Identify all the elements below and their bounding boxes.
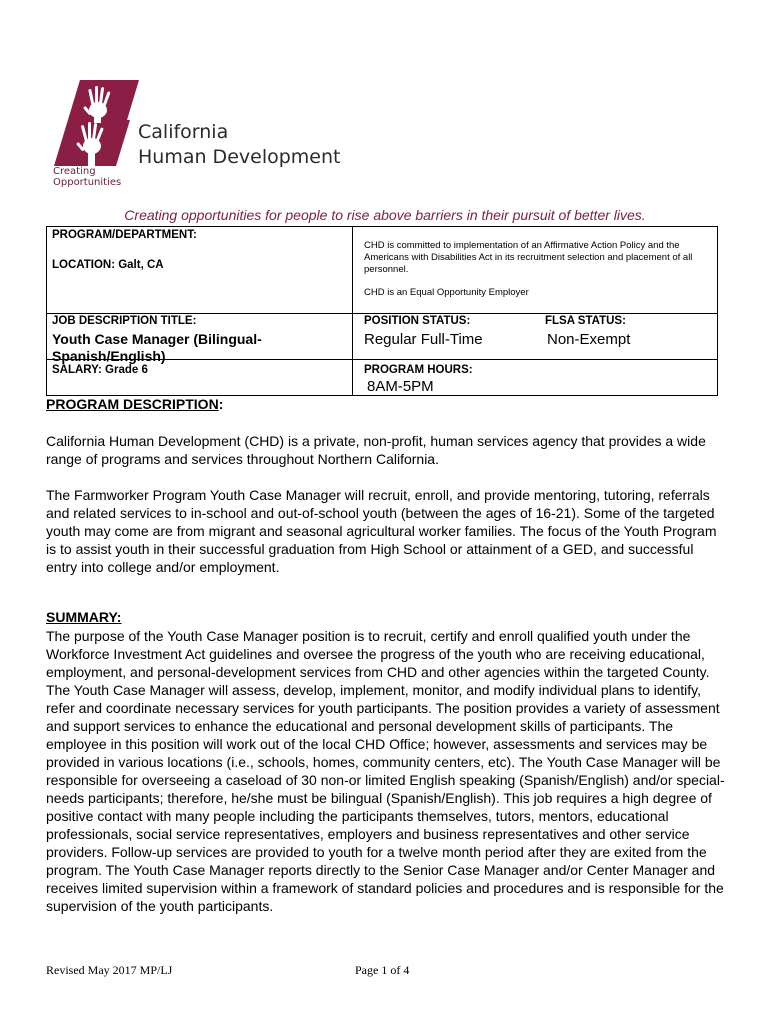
program-hours-label: PROGRAM HOURS: (364, 364, 473, 376)
mission-tagline: Creating opportunities for people to rise above barriers in their pursuit of better lives. (124, 207, 646, 223)
summary-heading: SUMMARY: (46, 609, 122, 625)
salary-label: SALARY: Grade 6 (52, 364, 148, 376)
program-description-paragraph-1: California Human Development (CHD) is a private, non-profit, human services agency that provides a wide range of programs and services throughout Northern California. (46, 433, 706, 467)
position-status-value: Regular Full-Time (364, 331, 483, 348)
job-title-label: JOB DESCRIPTION TITLE: (52, 315, 197, 327)
program-description-heading-text: PROGRAM DESCRIPTION (46, 396, 219, 412)
program-description-heading-colon: : (218, 396, 224, 412)
table-divider (352, 227, 353, 395)
program-hours-value: 8AM-5PM (367, 378, 434, 395)
job-info-table (46, 226, 718, 396)
logo-tagline (53, 166, 121, 188)
affirmative-action-statement: CHD is committed to implementation of an Affirmative Action Policy and the Americans with Disabilities Act in its recruitment selection and placement of all personnel. (364, 240, 693, 275)
logo-tag-line1: Creating (53, 166, 96, 177)
flsa-status-value: Non-Exempt (547, 331, 631, 348)
flsa-status-label: FLSA STATUS: (545, 315, 626, 327)
program-department-label: PROGRAM/DEPARTMENT: (52, 229, 197, 241)
job-title-value: Youth Case Manager (Bilingual-Spanish/English) (52, 331, 262, 364)
eeo-statement: CHD is an Equal Opportunity Employer (364, 287, 529, 298)
logo-name-line1: California (138, 121, 229, 143)
revision-note: Revised May 2017 MP/LJ (46, 963, 173, 977)
position-status-label: POSITION STATUS: (364, 315, 471, 327)
location-label: LOCATION: Galt, CA (52, 259, 164, 271)
logo-name-line2: Human Development (138, 146, 341, 168)
logo-tag-line2: Opportunities (53, 177, 122, 188)
summary-paragraph: The purpose of the Youth Case Manager position is to recruit, certify and enroll qualified youth under the Workforce Investment Act guidelines and oversee the progress of the youth who are receiving educational, employment, and personal-development services from CHD and other agencies within the targeted County. The Youth Case Manager will assess, develop, implement, monitor, and modify individual plans to identify, refer and coordinate necessary services for youth participants. The position provides a variety of assessment and support services to enhance the educational and personal development skills of participants. The employee in this position will work out of the local CHD Office; however, assessments and services may be provided in various locations (i.e., schools, homes, community centers, etc). The Youth Case Manager will be responsible for overseeing a caseload of 30 non-or limited English speaking (Spanish/English) and/or special-needs participants; therefore, he/she must be bilingual (Spanish/English). This job requires a high degree of positive contact with many people including the participants themselves, tutors, mentors, educational professionals, social service representatives, employers and business representatives and other service providers. Follow-up services are provided to youth for a twelve month period after they are exited from the program. The Youth Case Manager reports directly to the Senior Case Manager and/or Center Manager and receives limited supervision within a framework of standard policies and procedures and is responsible for the supervision of the youth participants. (46, 628, 725, 914)
page-number: Page 1 of 4 (355, 963, 410, 977)
table-divider (47, 313, 717, 314)
program-description-paragraph-2: The Farmworker Program Youth Case Manager will recruit, enroll, and provide mentoring, tutoring, referrals and related services to in-school and out-of-school youth (between the ages of 16-21). Some of the targeted youth may come are from migrant and seasonal agricultural worker families. The focus of the Youth Program is to assist youth in their successful graduation from High School or attainment of a GED, and successful entry into college and/or employment. (46, 487, 717, 575)
program-description-heading (46, 396, 223, 412)
